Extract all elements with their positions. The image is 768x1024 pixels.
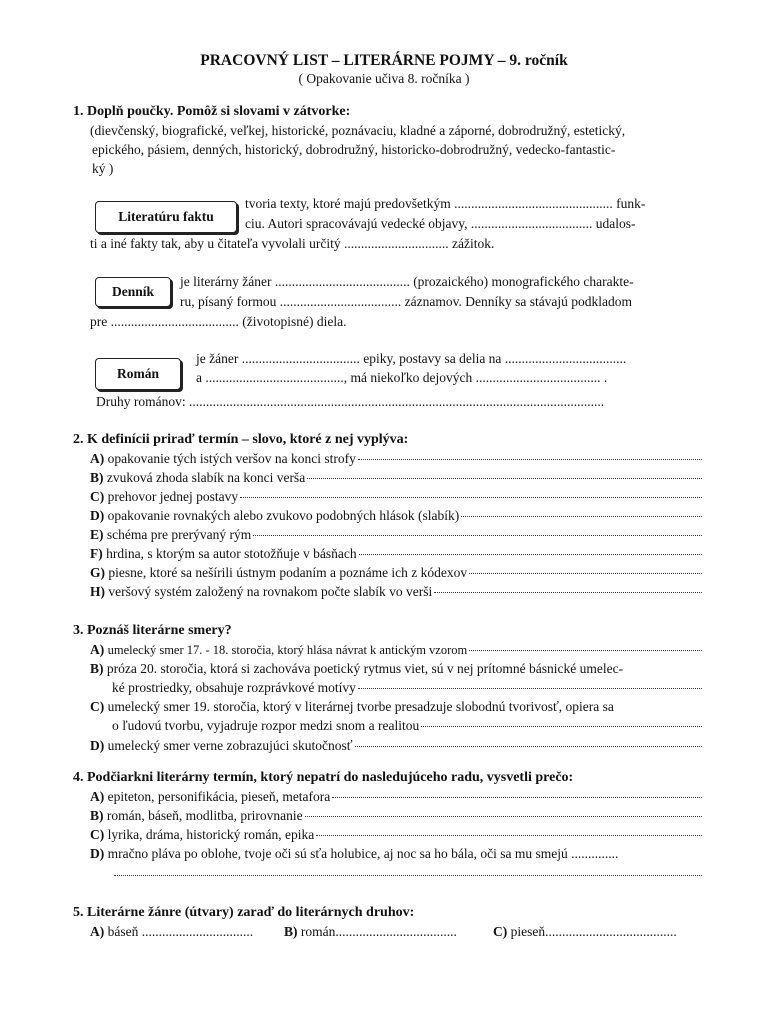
s3-label-d: D) [90,738,105,753]
s5-heading: 5. Literárne žánre (útvary) zaraď do literárnych druhov: [73,905,415,920]
s2-text: hrdina, s ktorým sa autor stotožňuje v básňach [106,546,357,561]
s5-label-b: B) [284,924,298,939]
s2-item [90,470,702,486]
s1-druhy-romanov: Druhy románov: ........................................................................................................................... [96,394,605,409]
s2-label: E) [90,527,104,542]
s2-heading: 2. K definícii priraď termín – slovo, ktoré z nej vyplýva: [73,432,409,447]
s3-item-a [90,642,702,658]
s2-text: schéma pre prerývaný rým [106,527,252,542]
s2-text: piesne, ktoré sa nešírili ústnym podaním a poznáme ich z kódexov [108,565,468,580]
s2-item [90,527,702,543]
s3-text-d: umelecký smer verne zobrazujúci skutočnosť [107,738,353,753]
s2-item [90,508,702,524]
s2-label: C) [90,489,105,504]
s2-text: zvuková zhoda slabík na konci verša [106,470,306,485]
s2-item [90,546,702,562]
s3-text-a: umelecký smer 17. - 18. storočia, ktorý hlása návrat k antickým vzorom [107,643,468,657]
s2-item [90,565,702,581]
s1-p1-line3: ti a iné fakty tak, aby u čitateľa vyvolali určitý ............................... zážitok. [90,236,495,251]
s4-label: B) [90,808,104,823]
s1-p2-line1: je literárny žáner ........................................ (prozaického) monografického charakte- [180,274,634,289]
s2-text: opakovanie tých istých veršov na konci strofy [107,451,356,466]
s3-label-c: C) [90,699,105,714]
s3-item-c-line1 [90,699,614,715]
s1-words-2: epického, pásiem, denných, historický, dobrodružný, historicko-dobrodružný, vedecko-fantastic- [92,142,616,157]
s4-label: C) [90,827,105,842]
s4-heading: 4. Podčiarkni literárny termín, ktorý nepatrí do nasledujúceho radu, vysvetli prečo: [73,770,574,785]
s5-text-b: román.................................... [300,924,457,939]
s4-text: román, báseň, modlitba, prirovnanie [106,808,303,823]
s5-text-c: pieseň....................................... [510,924,677,939]
s5-item-a [90,924,253,940]
s3-heading: 3. Poznáš literárne smery? [73,623,232,638]
s2-label: H) [90,584,105,599]
s2-label: G) [90,565,105,580]
s3-label-a: A) [90,642,105,657]
box-roman: Román [95,358,181,390]
s5-item-b [284,924,457,940]
s3-text-c2: o ľudovú tvorbu, vyjadruje rozpor medzi snom a realitou [112,718,420,733]
s3-item-d [90,738,702,754]
s4-text: lyrika, dráma, historický román, epika [107,827,315,842]
s5-label-c: C) [493,924,508,939]
s3-text-b1: próza 20. storočia, ktorá si zachováva poetický rytmus viet, sú v nej prítomné básnické umelec- [106,661,624,676]
page-title: PRACOVNÝ LIST – LITERÁRNE POJMY – 9. ročník [200,52,568,69]
s1-p2-line2: ru, písaný formou .................................... záznamov. Denníky sa stávajú podkladom [180,294,633,309]
s1-words-1: (dievčenský, biografické, veľkej, historické, poznávaciu, kladné a záporné, dobrodružný, estetický, [90,123,626,138]
box-literatura-faktu: Literatúru faktu [95,201,237,233]
s4-label: A) [90,789,105,804]
s1-p2-line3: pre ...................................... (životopisné) diela. [90,314,347,329]
s5-label-a: A) [90,924,105,939]
s2-text: prehovor jednej postavy [107,489,239,504]
s2-item [90,451,702,467]
s3-label-b: B) [90,661,104,676]
s4-text-d: mračno pláva po oblohe, tvoje oči sú sťa holubice, aj noc sa ho bála, oči sa mu smejú .............. [107,846,619,861]
s2-text: veršový systém založený na rovnakom počte slabík vo verši [108,584,433,599]
s5-text-a: báseň ................................. [107,924,254,939]
s2-item [90,584,702,600]
box-dennik: Denník [95,277,171,307]
s1-p3-line2: a ........................................., má niekoľko dejových ..................................... . [196,370,608,385]
s1-words-3: ký ) [92,161,114,176]
s1-heading: 1. Doplň poučky. Pomôž si slovami v zátvorke: [73,104,351,119]
s4-label-d: D) [90,846,105,861]
s3-text-c1: umelecký smer 19. storočia, ktorý v literárnej tvorbe presadzuje slobodnú tvorivosť, opiera sa [107,699,614,714]
s3-item-b-line2 [112,680,702,696]
s5-item-c [493,924,677,940]
s1-p3-line1: je žáner ................................... epiky, postavy sa delia na .................................... [196,351,627,366]
s4-text: epiteton, personifikácia, pieseň, metafora [107,789,331,804]
s3-item-c-line2 [112,718,702,734]
s3-item-b-line1 [90,661,623,677]
s4-item [90,808,702,824]
s2-label: D) [90,508,105,523]
s1-p1-line1: tvoria texty, ktoré majú predovšetkým ............................................... funk- [245,196,646,211]
s2-text: opakovanie rovnakých alebo zvukovo podobných hlások (slabík) [107,508,460,523]
s4-item [90,789,702,805]
s2-label: F) [90,546,103,561]
s2-item [90,489,702,505]
s2-label: A) [90,451,105,466]
s1-p1-line2: ciu. Autori spracovávajú vedecké objavy, .................................... udalos- [245,216,636,231]
page-subtitle: ( Opakovanie učiva 8. ročníka ) [298,71,470,86]
s4-item [90,827,702,843]
s4-item-d-answer [112,866,702,879]
s4-item-d [90,846,618,862]
s3-text-b2: ké prostriedky, obsahuje rozprávkové motívy [112,680,356,695]
s2-label: B) [90,470,104,485]
